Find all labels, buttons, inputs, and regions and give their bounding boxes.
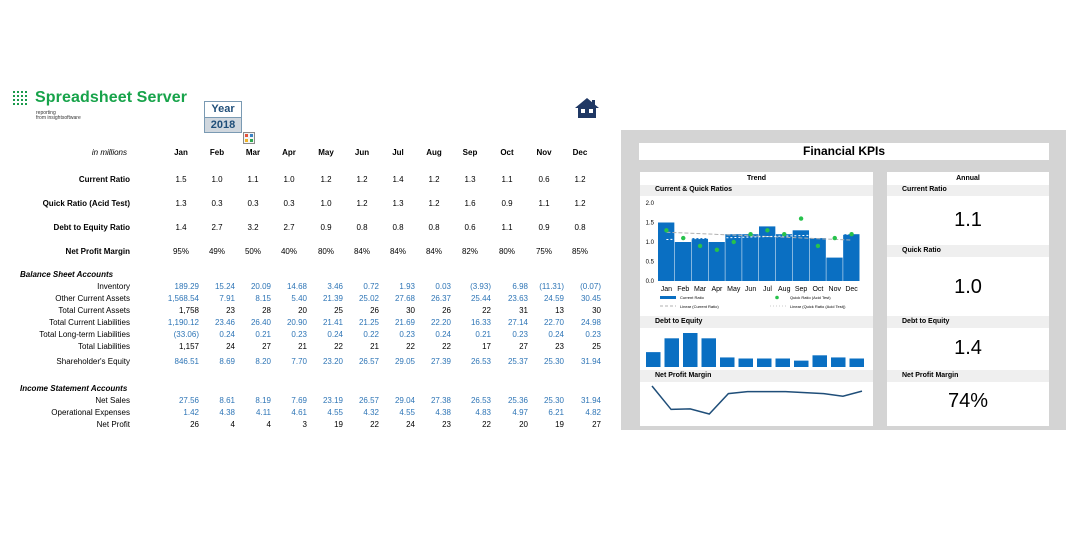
- ratio-cell: 3.2: [247, 223, 259, 232]
- current-ratio-bar: [759, 226, 775, 281]
- dashboard-title: Financial KPIs: [639, 143, 1049, 160]
- balance-cell: 5.40: [291, 294, 307, 303]
- income-cell: 4.82: [585, 408, 601, 417]
- income-cell: 4.83: [475, 408, 491, 417]
- income-cell: 4: [230, 420, 235, 429]
- balance-cell: 22.70: [543, 318, 564, 327]
- logo-dot: [21, 95, 23, 97]
- logo-dot: [17, 95, 19, 97]
- brand-name: Spreadsheet Server: [35, 89, 188, 106]
- brand-sub: [36, 111, 81, 121]
- debt-equity-bar: [794, 361, 809, 367]
- balance-cell: 30: [406, 306, 415, 315]
- legend-current-swatch: [660, 296, 676, 299]
- month-header: Jun: [354, 148, 370, 157]
- balance-cell: 27: [519, 342, 528, 351]
- balance-cell: 21.25: [358, 318, 379, 327]
- income-cell: 27: [592, 420, 601, 429]
- income-cell: 23: [442, 420, 451, 429]
- ratio-cell: 1.5: [175, 175, 187, 184]
- income-cell: 4.32: [363, 408, 379, 417]
- year-selector[interactable]: 2018: [204, 117, 242, 133]
- cq-chart-title: Current & Quick Ratios: [655, 186, 733, 193]
- legend-quick-swatch: [775, 296, 779, 300]
- balance-cell: 189.29: [174, 282, 199, 291]
- ratio-cell: 0.3: [283, 199, 295, 208]
- balance-cell: 26: [370, 306, 379, 315]
- balance-cell: 0.72: [363, 282, 379, 291]
- ratio-cell: 49%: [208, 247, 225, 256]
- balance-cell: 0.23: [399, 330, 415, 339]
- balance-cell: 1,758: [178, 306, 199, 315]
- balance-cell: 20.90: [286, 318, 307, 327]
- ratio-cell: 1.2: [320, 175, 332, 184]
- year-label: Year: [204, 101, 242, 118]
- month-header: Dec: [572, 148, 588, 157]
- ratio-cell: 1.4: [392, 175, 404, 184]
- income-cell: 4.38: [435, 408, 451, 417]
- balance-cell: 28: [262, 306, 271, 315]
- balance-cell: 25.02: [358, 294, 379, 303]
- ratio-cell: 1.1: [501, 175, 513, 184]
- debt-equity-bar: [683, 333, 698, 367]
- ratio-cell: 1.2: [428, 199, 440, 208]
- y-tick-label: 1.5: [645, 220, 654, 227]
- income-cell: 24: [406, 420, 415, 429]
- income-cell: 22: [482, 420, 491, 429]
- current-ratio-bar: [776, 234, 792, 281]
- current-quick-chart: [640, 197, 873, 315]
- x-tick-label: Jul: [762, 286, 772, 293]
- ratio-cell: 1.2: [428, 175, 440, 184]
- ratio-cell: 1.0: [283, 175, 295, 184]
- ratio-cell: 75%: [535, 247, 552, 256]
- balance-cell: 7.91: [219, 294, 235, 303]
- balance-cell: 0.23: [585, 330, 601, 339]
- debt-equity-bar: [702, 338, 717, 367]
- balance-cell: 21.69: [394, 318, 415, 327]
- income-cell: 4.55: [327, 408, 343, 417]
- balance-cell: 0.24: [435, 330, 451, 339]
- balance-cell: 26.57: [358, 357, 379, 366]
- x-tick-label: Jun: [744, 286, 757, 293]
- ratio-row-label: Debt to Equity Ratio: [53, 223, 130, 232]
- income-cell: 23.19: [322, 396, 343, 405]
- ratio-cell: 0.6: [538, 175, 550, 184]
- ratio-cell: 50%: [244, 247, 261, 256]
- ratio-cell: 1.2: [356, 175, 368, 184]
- month-header: Sep: [462, 148, 478, 157]
- y-tick-label: 1.0: [645, 240, 654, 246]
- annual-quick-ratio-label: Quick Ratio: [902, 247, 941, 254]
- debt-equity-bar: [813, 355, 828, 367]
- ratio-cell: 0.6: [464, 223, 476, 232]
- income-cell: 4.11: [256, 408, 271, 417]
- month-header: Jan: [174, 148, 188, 157]
- month-header: Oct: [500, 148, 514, 157]
- balance-cell: 0.24: [327, 330, 343, 339]
- balance-cell: 22.20: [430, 318, 451, 327]
- balance-cell: 1,190.12: [167, 318, 199, 327]
- balance-cell: 21: [298, 342, 307, 351]
- balance-cell: 25: [334, 306, 343, 315]
- month-header: Aug: [426, 148, 442, 157]
- balance-cell: 27.39: [430, 357, 451, 366]
- balance-cell: 3.46: [327, 282, 343, 291]
- net-profit-margin-line: [652, 386, 862, 414]
- x-tick-label: Aug: [778, 286, 791, 293]
- x-tick-label: Sep: [794, 286, 808, 293]
- balance-cell: 24.98: [580, 318, 601, 327]
- annual-npm-label: Net Profit Margin: [902, 372, 959, 379]
- quick-ratio-point: [681, 236, 685, 240]
- ratio-cell: 0.9: [320, 223, 332, 232]
- income-cell: 4: [266, 420, 271, 429]
- balance-cell: 1,568.54: [167, 294, 199, 303]
- balance-cell: 22: [442, 342, 451, 351]
- balance-cell: 22: [406, 342, 415, 351]
- quick-ratio-point: [833, 236, 837, 240]
- balance-cell: 21.41: [322, 318, 343, 327]
- logo-dot: [25, 103, 27, 105]
- balance-cell: 30.45: [580, 294, 601, 303]
- balance-cell: 14.68: [286, 282, 307, 291]
- legend-current-label: Current Ratio: [680, 295, 704, 300]
- balance-sheet-header: Balance Sheet Accounts: [20, 270, 114, 279]
- balance-row-label: Inventory: [97, 282, 130, 291]
- annual-npm-value: 74%: [947, 390, 989, 412]
- income-statement-header: Income Statement Accounts: [20, 384, 128, 393]
- balance-row-label: Other Current Assets: [55, 294, 130, 303]
- quick-ratio-point: [732, 240, 736, 244]
- balance-cell: 0.23: [512, 330, 528, 339]
- balance-cell: 20.09: [250, 282, 271, 291]
- ratio-cell: 95%: [172, 247, 189, 256]
- balance-cell: 1.93: [399, 282, 415, 291]
- ratio-cell: 0.9: [538, 223, 550, 232]
- debt-equity-bar: [757, 359, 772, 368]
- balance-cell: 24.59: [543, 294, 564, 303]
- current-ratio-bar: [843, 234, 859, 281]
- quick-ratio-point: [816, 244, 820, 248]
- npm-chart-title: Net Profit Margin: [655, 372, 712, 379]
- ratio-cell: 1.6: [464, 199, 476, 208]
- ratio-cell: 84%: [425, 247, 442, 256]
- income-cell: 25.30: [543, 396, 564, 405]
- income-cell: 3: [302, 420, 307, 429]
- balance-cell: 0.24: [219, 330, 235, 339]
- logo-dot: [21, 91, 23, 93]
- logo-dot: [21, 103, 23, 105]
- de-chart-title: Debt to Equity: [655, 318, 703, 325]
- income-cell: 26: [190, 420, 199, 429]
- ratio-cell: 84%: [389, 247, 406, 256]
- balance-cell: 0.03: [435, 282, 451, 291]
- balance-cell: 20: [298, 306, 307, 315]
- balance-cell: 26.37: [430, 294, 451, 303]
- month-header: Jul: [392, 148, 404, 157]
- annual-current-ratio-value: 1.1: [954, 209, 982, 231]
- month-header: Feb: [209, 148, 225, 157]
- annual-debt-equity-label: Debt to Equity: [902, 318, 950, 325]
- quick-ratio-point: [799, 216, 803, 220]
- ratio-cell: 80%: [498, 247, 515, 256]
- balance-cell: 0.23: [291, 330, 307, 339]
- quick-ratio-point: [698, 244, 702, 248]
- x-tick-label: Oct: [812, 286, 824, 293]
- current-ratio-bar: [675, 242, 691, 281]
- balance-cell: 16.33: [470, 318, 491, 327]
- ratio-cell: 84%: [353, 247, 370, 256]
- current-ratio-bar: [826, 258, 842, 281]
- ratio-cell: 1.2: [356, 199, 368, 208]
- balance-cell: 7.70: [291, 357, 307, 366]
- income-cell: 1.42: [183, 408, 199, 417]
- balance-cell: 8.69: [219, 357, 235, 366]
- income-cell: 20: [519, 420, 528, 429]
- income-cell: 8.19: [255, 396, 271, 405]
- logo-dot: [13, 103, 15, 105]
- debt-equity-bar: [646, 352, 661, 367]
- ratio-cell: 0.8: [574, 223, 586, 232]
- balance-row-label: Total Long-term Liabilities: [39, 330, 130, 339]
- y-tick-label: 0.0: [645, 279, 654, 285]
- quick-ratio-point: [782, 232, 786, 236]
- ratio-cell: 80%: [317, 247, 334, 256]
- x-tick-label: May: [727, 286, 741, 293]
- income-row-label: Net Sales: [95, 396, 130, 405]
- balance-cell: 17: [482, 342, 491, 351]
- income-cell: 26.57: [358, 396, 379, 405]
- income-cell: 7.69: [291, 396, 307, 405]
- x-tick-label: Apr: [711, 286, 723, 293]
- balance-cell: 22: [334, 342, 343, 351]
- ratio-cell: 1.1: [501, 223, 513, 232]
- logo-dot: [25, 95, 27, 97]
- balance-row-label: Shareholder's Equity: [56, 357, 130, 366]
- balance-row-label: Total Current Liabilities: [49, 318, 130, 327]
- ratio-cell: 1.0: [320, 199, 332, 208]
- legend-lin-current-label: Linear (Current Ratio): [680, 304, 719, 309]
- ratio-cell: 82%: [461, 247, 478, 256]
- y-tick-label: 2.0: [645, 201, 654, 207]
- balance-cell: 846.51: [174, 357, 199, 366]
- annual-header: Annual: [956, 175, 980, 182]
- quick-ratio-point: [849, 232, 853, 236]
- ratio-row-label: Net Profit Margin: [65, 247, 130, 256]
- balance-cell: (3.93): [470, 282, 491, 291]
- x-tick-label: Feb: [677, 286, 690, 293]
- balance-cell: 27: [262, 342, 271, 351]
- ratio-cell: 1.3: [464, 175, 476, 184]
- balance-cell: 23: [226, 306, 235, 315]
- x-tick-label: Mar: [694, 286, 707, 293]
- income-cell: 6.21: [548, 408, 564, 417]
- x-tick-label: Nov: [828, 286, 841, 293]
- ratio-cell: 85%: [571, 247, 588, 256]
- balance-cell: 27.14: [507, 318, 528, 327]
- logo-dot: [21, 99, 23, 101]
- logo-dot: [17, 103, 19, 105]
- logo-grid-icon: [13, 91, 27, 105]
- balance-cell: 21.39: [322, 294, 343, 303]
- ratio-row-label: Quick Ratio (Acid Test): [42, 199, 130, 208]
- trend-header: Trend: [746, 175, 767, 182]
- income-cell: 29.04: [394, 396, 415, 405]
- income-cell: 22: [370, 420, 379, 429]
- balance-cell: 25.37: [507, 357, 528, 366]
- quick-ratio-point: [765, 228, 769, 232]
- ratio-cell: 1.4: [175, 223, 187, 232]
- home-icon[interactable]: [574, 97, 600, 119]
- balance-cell: 8.20: [255, 357, 271, 366]
- income-cell: 25.36: [507, 396, 528, 405]
- balance-cell: 0.21: [475, 330, 491, 339]
- legend-quick-label: Quick Ratio (Acid Test): [790, 295, 831, 300]
- annual-quick-ratio-value: 1.0: [954, 276, 982, 298]
- balance-cell: 8.15: [255, 294, 271, 303]
- annual-debt-equity-value: 1.4: [954, 337, 982, 359]
- balance-cell: 1,157: [178, 342, 199, 351]
- ratio-cell: 1.0: [211, 175, 223, 184]
- ratio-cell: 2.7: [211, 223, 223, 232]
- income-cell: 27.56: [178, 396, 199, 405]
- debt-equity-bar: [850, 359, 865, 368]
- balance-cell: 23.20: [322, 357, 343, 366]
- logo-dot: [13, 91, 15, 93]
- ratio-cell: 1.1: [247, 175, 259, 184]
- balance-cell: 24: [226, 342, 235, 351]
- balance-cell: 0.22: [363, 330, 379, 339]
- ratio-cell: 0.8: [356, 223, 368, 232]
- ratio-cell: 0.3: [247, 199, 259, 208]
- balance-cell: 22: [482, 306, 491, 315]
- balance-cell: (0.07): [580, 282, 601, 291]
- balance-cell: 21: [370, 342, 379, 351]
- logo-dot: [13, 95, 15, 97]
- logo-dot: [13, 99, 15, 101]
- balance-cell: 15.24: [214, 282, 235, 291]
- ratio-cell: 1.3: [392, 199, 404, 208]
- debt-equity-bar: [665, 338, 680, 367]
- month-header: Mar: [245, 148, 261, 157]
- current-ratio-bar: [742, 234, 758, 281]
- brand-sub-line-1: reporting: [36, 110, 56, 116]
- income-row-label: Net Profit: [96, 420, 130, 429]
- quick-ratio-point: [664, 228, 668, 232]
- income-cell: 19: [334, 420, 343, 429]
- quick-ratio-point: [715, 248, 719, 252]
- month-header: Apr: [282, 148, 296, 157]
- balance-cell: 29.05: [394, 357, 415, 366]
- ratio-row-label: Current Ratio: [78, 175, 130, 184]
- month-header: May: [318, 148, 334, 157]
- ratio-cell: 2.7: [283, 223, 295, 232]
- balance-cell: 23.63: [507, 294, 528, 303]
- balance-cell: 0.24: [548, 330, 564, 339]
- ratio-cell: 0.8: [392, 223, 404, 232]
- income-cell: 26.53: [470, 396, 491, 405]
- ratio-cell: 0.3: [211, 199, 223, 208]
- debt-equity-bar: [831, 357, 846, 367]
- legend-lin-quick-label: Linear (Quick Ratio (Acid Test)): [790, 304, 846, 309]
- brand-sub-line-2: from insightsoftware: [36, 115, 81, 121]
- balance-cell: 25.30: [543, 357, 564, 366]
- debt-equity-bar: [739, 359, 754, 368]
- ratio-cell: 1.2: [574, 199, 586, 208]
- income-cell: 19: [555, 420, 564, 429]
- x-tick-label: Dec: [845, 286, 858, 293]
- ratio-cell: 40%: [280, 247, 297, 256]
- income-cell: 4.55: [399, 408, 415, 417]
- balance-cell: 26.53: [470, 357, 491, 366]
- annual-current-ratio-label: Current Ratio: [902, 186, 947, 193]
- debt-equity-chart: [640, 329, 873, 369]
- ratio-cell: 0.8: [428, 223, 440, 232]
- balance-cell: 13: [555, 306, 564, 315]
- y-tick-label: 0.5: [645, 259, 654, 266]
- logo-dot: [17, 91, 19, 93]
- balance-cell: 23: [555, 342, 564, 351]
- income-cell: 8.61: [219, 396, 235, 405]
- ratio-cell: 0.9: [501, 199, 513, 208]
- balance-cell: 25: [592, 342, 601, 351]
- calculator-icon[interactable]: [243, 132, 255, 144]
- ratio-cell: 1.1: [538, 199, 550, 208]
- debt-equity-bar: [720, 357, 735, 367]
- balance-cell: 27.68: [394, 294, 415, 303]
- x-tick-label: Jan: [660, 286, 673, 293]
- month-header: Nov: [536, 148, 552, 157]
- income-cell: 4.38: [219, 408, 235, 417]
- balance-row-label: Total Liabilities: [77, 342, 130, 351]
- balance-cell: 31: [519, 306, 528, 315]
- logo-dot: [25, 91, 27, 93]
- balance-cell: 26.40: [250, 318, 271, 327]
- logo-dot: [17, 99, 19, 101]
- balance-cell: (33.06): [173, 330, 199, 339]
- ratio-cell: 1.3: [175, 199, 187, 208]
- ratio-cell: 1.2: [574, 175, 586, 184]
- net-profit-margin-chart: [640, 382, 873, 424]
- balance-row-label: Total Current Assets: [58, 306, 130, 315]
- debt-equity-bar: [776, 359, 791, 368]
- balance-cell: (11.31): [539, 282, 564, 291]
- income-cell: 31.94: [580, 396, 601, 405]
- units-label: in millions: [91, 148, 127, 157]
- income-cell: 4.97: [512, 408, 528, 417]
- balance-cell: 25.44: [470, 294, 491, 303]
- balance-cell: 30: [592, 306, 601, 315]
- income-cell: 4.61: [291, 408, 307, 417]
- balance-cell: 0.21: [255, 330, 271, 339]
- income-cell: 27.38: [430, 396, 451, 405]
- logo-dot: [25, 99, 27, 101]
- balance-cell: 23.46: [214, 318, 235, 327]
- balance-cell: 26: [442, 306, 451, 315]
- income-row-label: Operational Expenses: [51, 408, 130, 417]
- balance-cell: 6.98: [512, 282, 528, 291]
- quick-ratio-point: [748, 232, 752, 236]
- balance-cell: 31.94: [580, 357, 601, 366]
